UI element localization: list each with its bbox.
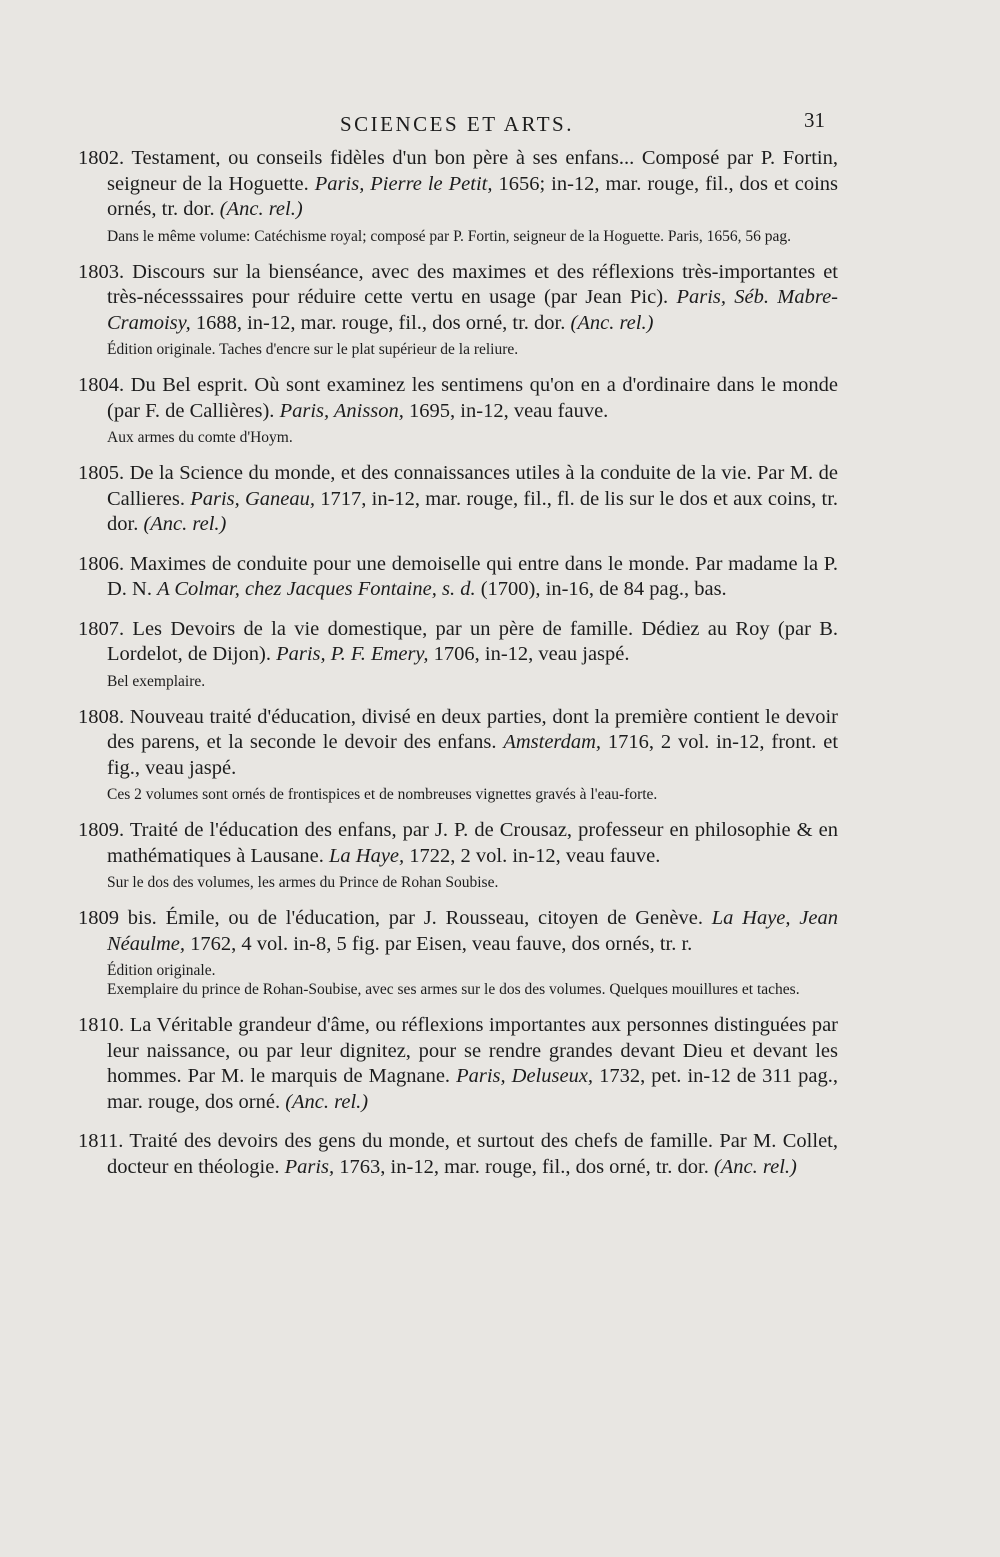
page-header	[0, 108, 1000, 138]
entry-number: 1809 bis.	[78, 907, 157, 929]
entry-text	[78, 146, 838, 223]
entry-title: De la Science du monde, et des connaissances utiles à la conduite de la vie. Par M. de Callieres.	[107, 462, 839, 510]
entry-title: La Véritable grandeur d'âme, ou réflexions importantes aux personnes distinguées par leur naissance, ou par leur dignitez, pour se rendre grandes devant Dieu et devant les hommes. Par M. le marquis de Magnane.	[107, 1014, 839, 1087]
entry-number: 1806.	[78, 552, 125, 575]
entry-details: (1700), in-16, de 84 pag., bas.	[480, 578, 727, 600]
entry-text	[78, 705, 838, 782]
entry-text	[78, 906, 838, 957]
entry-details: 1695, in-12, veau fauve.	[409, 399, 609, 422]
entry-title: Les Devoirs de la vie domestique, par un père de famille. Dédiez au Roy (par B. Lordelot, de Dijon).	[107, 617, 838, 665]
entry-text	[78, 373, 838, 424]
entry-imprint: Amsterdam,	[503, 731, 602, 753]
entry-imprint: A Colmar, chez Jacques Fontaine, s. d.	[157, 578, 476, 600]
entry-note: Ces 2 volumes sont ornés de frontispices et de nombreuses vignettes gravés à l'eau-forte.	[107, 786, 658, 803]
entry-number: 1802.	[78, 147, 125, 169]
entry-details: 1716, 2 vol. in-12, front. et fig., veau jaspé.	[107, 731, 839, 779]
catalogue-entry	[78, 260, 838, 360]
entry-note: Aux armes du comte d'Hoym.	[107, 429, 293, 446]
entry-title: Du Bel esprit. Où sont examinez les sentimens qu'on en a d'ordinaire dans le monde (par F. de Callières).	[107, 374, 838, 422]
catalogue-entry	[78, 552, 838, 603]
entry-text	[78, 461, 838, 538]
catalogue-entry	[78, 461, 838, 538]
catalogue-entry	[78, 818, 838, 892]
entry-details: 1688, in-12, mar. rouge, fil., dos orné, tr. dor.	[195, 311, 566, 334]
catalogue-entry	[78, 617, 838, 691]
entry-title: Maximes de conduite pour une demoiselle qui entre dans le monde. Par madame la P. D. N.	[107, 552, 839, 600]
entry-binding: (Anc. rel.)	[570, 311, 654, 334]
entry-note: Dans le même volume: Catéchisme royal; composé par P. Fortin, seigneur de la Hoguette. Paris, 1656, 56 pag.	[107, 227, 792, 245]
entry-note: Bel exemplaire.	[107, 672, 206, 690]
entry-number: 1807.	[78, 617, 125, 640]
entry-note: Exemplaire du prince de Rohan-Soubise, avec ses armes sur le dos des volumes. Quelques mouillures et taches.	[107, 981, 800, 998]
entry-text	[78, 1013, 838, 1115]
entry-title: Nouveau traité d'éducation, divisé en deux parties, dont la première contient le devoir des parens, et la seconde le devoir des enfans.	[107, 705, 839, 753]
entry-details: 1732, pet. in-12 de 311 pag., mar. rouge, dos orné.	[107, 1065, 838, 1113]
entry-note: Édition originale.	[107, 962, 216, 979]
page-number: 31	[804, 108, 825, 132]
entry-number: 1808.	[78, 705, 125, 728]
entry-binding: (Anc. rel.)	[713, 1155, 797, 1178]
entry-imprint: Paris, Anisson,	[279, 399, 404, 422]
entry-number: 1809.	[78, 819, 125, 841]
entry-title: Discours sur la bienséance, avec des maximes et des réflexions très-importantes et très-nécesssaires pour réduire cette vertu en usage (par Jean Pic).	[107, 260, 838, 308]
entry-text	[78, 1129, 838, 1180]
entry-imprint: Paris, Pierre le Petit,	[314, 172, 493, 195]
entry-binding: (Anc. rel.)	[143, 513, 227, 535]
catalogue-entry	[78, 1013, 838, 1115]
entry-title: Traité des devoirs des gens du monde, et surtout des chefs de famille. Par M. Collet, docteur en théologie.	[107, 1130, 838, 1178]
entry-text	[78, 818, 838, 869]
catalogue-entry	[78, 1129, 838, 1180]
entry-number: 1805.	[78, 462, 125, 484]
entry-details: 1706, in-12, veau jaspé.	[433, 643, 630, 665]
entry-imprint: Paris,	[284, 1155, 335, 1178]
entry-imprint: Paris, Séb. Mabre-Cramoisy,	[107, 286, 838, 334]
entry-imprint: La Haye, Jean Néaulme,	[107, 907, 838, 955]
entry-details: 1763, in-12, mar. rouge, fil., dos orné, tr. dor.	[339, 1155, 709, 1178]
entry-binding: (Anc. rel.)	[285, 1090, 369, 1113]
catalogue-entry	[78, 906, 838, 999]
entry-note: Édition originale. Taches d'encre sur le plat supérieur de la reliure.	[107, 341, 519, 358]
catalogue-entry	[78, 146, 838, 246]
catalogue-entry	[78, 705, 838, 805]
entry-text	[78, 552, 838, 603]
entry-note: Sur le dos des volumes, les armes du Prince de Rohan Soubise.	[107, 874, 499, 891]
entry-number: 1803.	[78, 260, 125, 283]
entry-imprint: Paris, P. F. Emery,	[276, 643, 429, 665]
entry-number: 1810.	[78, 1014, 125, 1036]
entry-details: 1717, in-12, mar. rouge, fil., fl. de lis sur le dos et aux coins, tr. dor.	[107, 487, 839, 535]
entry-number: 1804.	[78, 374, 125, 396]
entry-imprint: Paris, Deluseux,	[456, 1065, 594, 1087]
entry-number: 1811.	[78, 1130, 124, 1152]
catalogue-entries	[78, 146, 838, 1194]
entry-details: 1722, 2 vol. in-12, veau fauve.	[409, 844, 661, 867]
entry-title: Traité de l'éducation des enfans, par J. P. de Crousaz, professeur en philosophie & en mathématiques à Lausane.	[107, 819, 838, 867]
entry-title: Testament, ou conseils fidèles d'un bon père à ses enfans... Composé par P. Fortin, seigneur de la Hoguette.	[107, 147, 838, 195]
entry-binding: (Anc. rel.)	[219, 198, 303, 220]
entry-details: 1762, 4 vol. in-8, 5 fig. par Eisen, veau fauve, dos ornés, tr. r.	[190, 932, 693, 955]
entry-text	[78, 260, 838, 337]
entry-title: Émile, ou de l'éducation, par J. Rousseau, citoyen de Genève.	[165, 907, 703, 929]
entry-imprint: La Haye,	[329, 844, 405, 867]
catalogue-entry	[78, 373, 838, 447]
entry-details: 1656; in-12, mar. rouge, fil., dos et coins ornés, tr. dor.	[107, 172, 839, 220]
entry-imprint: Paris, Ganeau,	[190, 487, 316, 510]
entry-text	[78, 617, 838, 668]
running-title: SCIENCES ET ARTS.	[340, 112, 574, 136]
